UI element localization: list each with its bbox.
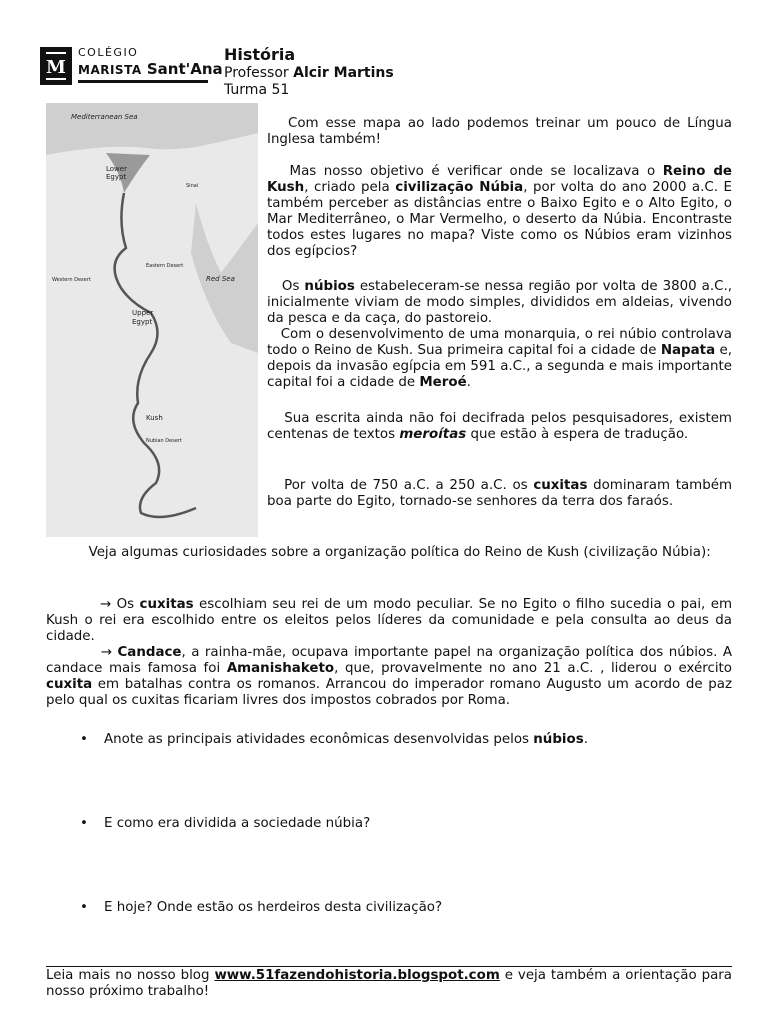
map-label-kush: Kush	[146, 414, 163, 422]
footer-text: Leia mais no nosso blog www.51fazendohistoria.blogspot.com e veja também a orientação para nosso próximo trabalho!	[46, 968, 732, 999]
school-logo	[40, 46, 223, 85]
paragraph-curiosidades: Veja algumas curiosidades sobre a organização política do Reino de Kush (civilização Núbia):	[88, 545, 711, 560]
blog-link[interactable]: www.51fazendohistoria.blogspot.com	[214, 968, 500, 983]
map-label-mediterranean: Mediterranean Sea	[71, 113, 138, 121]
paragraph-escrita: Sua escrita ainda não foi decifrada pelos pesquisadores, existem centenas de textos meroítas que estão à espera de tradução.	[267, 411, 732, 442]
marist-emblem-icon	[40, 47, 72, 85]
logo-school-name: MARISTA Sant'Ana	[78, 60, 223, 78]
map-label-upper-egypt: Egypt	[132, 318, 153, 326]
logo-top-text: COLÉGIO	[78, 46, 139, 59]
map-label-eastern-desert: Eastern Desert	[146, 263, 184, 269]
map-of-egypt-and-nubia	[46, 103, 258, 537]
svg-text:M: M	[46, 57, 66, 78]
map-label-western-desert: Western Desert	[52, 277, 91, 283]
bullet-icon: •	[80, 732, 88, 747]
professor-line: Professor Alcir Martins	[224, 65, 394, 81]
class-label: Turma 51	[224, 82, 290, 98]
paragraph-nubios: Os núbios estabeleceram-se nessa região por volta de 3800 a.C., inicialmente viviam de modo simples, divididos em aldeias, vivendo da pesca e da caça, do pastoreio. Com o desenvolvimento de uma monarquia, o rei núbio controlava todo o Reino de Kush. Sua primeira capital foi a cidade de Napata e, depois da invasão egípcia em 591 a.C., a segunda e mais importante capital foi a cidade de Meroé.	[267, 279, 732, 390]
map-label-sinai: Sinai	[186, 183, 199, 189]
map-label-red-sea: Red Sea	[206, 275, 235, 283]
paragraph-cuxitas: Por volta de 750 a.C. a 250 a.C. os cuxitas dominaram também boa parte do Egito, tornado-se senhores da terra dos faraós.	[267, 478, 732, 509]
arrow-icon: →	[99, 597, 112, 612]
paragraph-kush-location: Mas nosso objetivo é verificar onde se localizava o Reino de Kush, criado pela civilização Núbia, por volta do ano 2000 a.C. E também perceber as distâncias entre o Baixo Egito e o Alto Egito, o Mar Mediterrâneo, o Mar Vermelho, o deserto da Núbia. Encontraste todos estes lugares no mapa? Viste como os Núbios eram vizinhos dos egípcios?	[267, 164, 733, 259]
bullet-icon: •	[80, 816, 88, 831]
arrow-icon: →	[100, 645, 112, 660]
map-label-lower-egypt: Egypt	[106, 173, 127, 181]
map-label-lower: Lower	[106, 165, 127, 173]
paragraph-intro: Com esse mapa ao lado podemos treinar um pouco de Língua Inglesa também!	[267, 116, 732, 147]
footer-divider	[46, 966, 732, 967]
logo-underline	[78, 80, 208, 83]
map-label-nubian-desert: Nubian Desert	[146, 438, 182, 444]
map-label-upper: Upper	[132, 309, 154, 317]
bullet-icon: •	[80, 900, 88, 915]
subject-title: História	[224, 45, 296, 64]
paragraph-rei: → Os cuxitas escolhiam seu rei de um modo peculiar. Se no Egito o filho sucedia o pai, em Kush o rei era escolhido entre os eleitos pelos líderes da comunidade e pela consulta ao deus da cidade. → Candace, a rainha-mãe, ocupava importante papel na organização política dos núbios. A candace mais famosa foi Amanishaketo, que, provavelmente no ano 21 a.C. , liderou o exército cuxita em batalhas contra os romanos. Arrancou do imperador romano Augusto um acordo de paz pelo qual os cuxitas ficariam livres dos impostos cobrados por Roma.	[46, 597, 732, 708]
